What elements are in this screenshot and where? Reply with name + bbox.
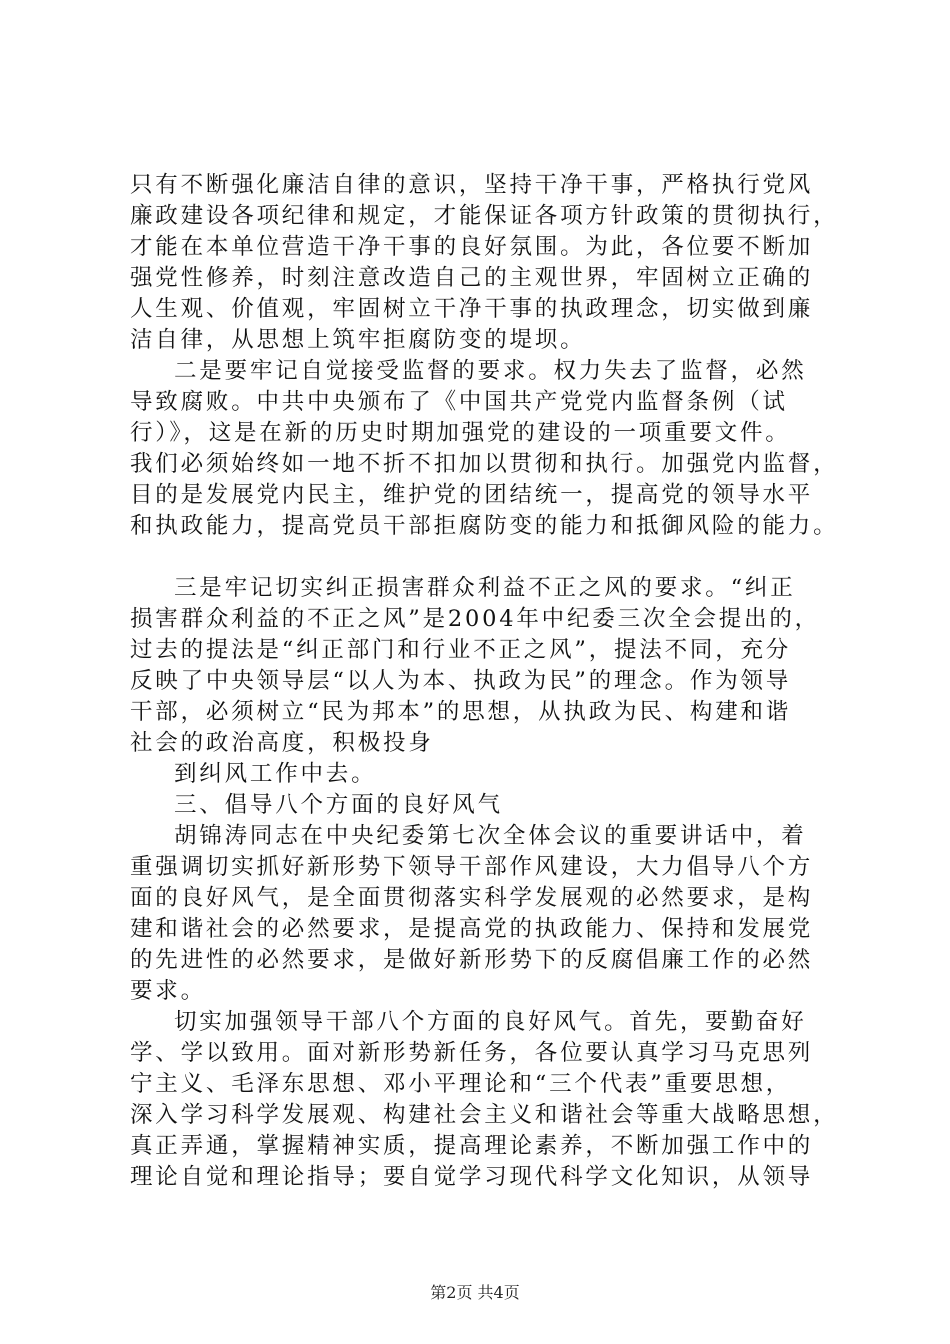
text-line: 重强调切实抓好新形势下领导干部作风建设，大力倡导八个方: [130, 854, 814, 880]
text-line: 和执政能力，提高党员干部拒腐防变的能力和抵御风险的能力。: [130, 513, 839, 539]
text-line: 的先进性的必然要求，是做好新形势下的反腐倡廉工作的必然: [130, 947, 814, 973]
paragraph-start: 到纠风工作中去。: [174, 761, 377, 787]
text-line: 廉政建设各项纪律和规定，才能保证各项方针政策的贯彻执行，: [130, 203, 839, 229]
text-line: 宁主义、毛泽东思想、邓小平理论和“三个代表”重要思想，: [130, 1071, 792, 1097]
text-line: 面的良好风气，是全面贯彻落实科学发展观的必然要求，是构: [130, 885, 814, 911]
paragraph-gap: [130, 542, 830, 573]
paragraph-start: 二是要牢记自觉接受监督的要求。权力失去了监督，必然: [174, 358, 807, 384]
text-line: 行）》，这是在新的历史时期加强党的建设的一项重要文件。: [130, 420, 791, 446]
text-line: 干部，必须树立“民为邦本”的思想，从执政为民、构建和谐: [130, 699, 792, 725]
text-line: 导致腐败。中共中央颁布了《中国共产党党内监督条例（试: [130, 389, 788, 415]
section-heading: 三、倡导八个方面的良好风气: [174, 792, 503, 818]
text-line: 我们必须始终如一地不折不扣加以贯彻和执行。加强党内监督，: [130, 451, 839, 477]
text-line: 学、学以致用。面对新形势新任务，各位要认真学习马克思列: [130, 1040, 814, 1066]
text-line: 损害群众利益的不正之风”是2004年中纪委三次全会提出的，: [130, 606, 820, 632]
text-line: 社会的政治高度，积极投身: [130, 730, 434, 756]
paragraph-start: 切实加强领导干部八个方面的良好风气。首先，要勤奋好: [174, 1009, 807, 1035]
document-body: [130, 170, 839, 1193]
text-line: 只有不断强化廉洁自律的意识，坚持干净干事，严格执行党风: [130, 172, 814, 198]
text-line: 才能在本单位营造干净干事的良好氛围。为此，各位要不断加: [130, 234, 814, 260]
paragraph-start: 胡锦涛同志在中央纪委第七次全体会议的重要讲话中，着: [174, 823, 807, 849]
text-line: 过去的提法是“纠正部门和行业不正之风”，提法不同，充分: [130, 637, 792, 663]
text-line: 深入学习科学发展观、构建社会主义和谐社会等重大战略思想，: [130, 1102, 839, 1128]
text-line: 要求。: [130, 978, 206, 1004]
page-footer: 第2页 共4页: [430, 1283, 520, 1302]
text-line: 理论自觉和理论指导；要自觉学习现代科学文化知识，从领导: [130, 1164, 814, 1190]
text-line: 目的是发展党内民主，维护党的团结统一，提高党的领导水平: [130, 482, 814, 508]
text-line: 真正弄通，掌握精神实质，提高理论素养，不断加强工作中的: [130, 1133, 814, 1159]
paragraph-start: 三是牢记切实纠正损害群众利益不正之风的要求。“纠正: [174, 575, 796, 601]
text-line: 人生观、价值观，牢固树立干净干事的执政理念，切实做到廉: [130, 296, 814, 322]
text-line: 建和谐社会的必然要求，是提高党的执政能力、保持和发展党: [130, 916, 814, 942]
text-line: 强党性修养，时刻注意改造自己的主观世界，牢固树立正确的: [130, 265, 814, 291]
text-line: 洁自律，从思想上筑牢拒腐防变的堤坝。: [130, 327, 586, 353]
text-line: 反映了中央领导层“以人为本、执政为民”的理念。作为领导: [130, 668, 792, 694]
